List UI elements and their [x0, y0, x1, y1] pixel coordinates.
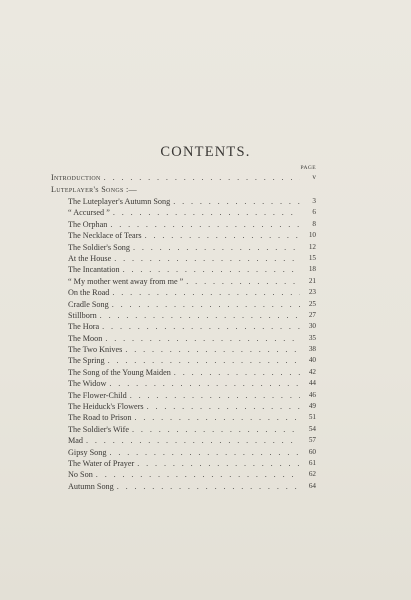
- contents-entry: [68, 333, 316, 344]
- entry-title: The Heiduck's Flowers: [68, 402, 144, 412]
- dot-leader: [122, 344, 300, 355]
- entry-page: 51: [308, 413, 316, 422]
- dot-leader: [109, 299, 300, 310]
- contents-entry: [68, 481, 316, 492]
- contents-entry: [68, 207, 316, 218]
- dot-leader: [134, 458, 300, 469]
- dot-leader: [97, 310, 300, 321]
- dot-leader: [106, 378, 300, 389]
- contents-entry: [68, 378, 316, 389]
- entry-title: Stillborn: [68, 310, 97, 320]
- entry-title: The Incantation: [68, 265, 120, 275]
- entry-page: 64: [308, 481, 316, 490]
- entry-title: The Moon: [68, 333, 103, 343]
- entry-page: 49: [308, 402, 316, 411]
- entry-page: 18: [308, 265, 316, 274]
- entry-title: “ Accursed ”: [68, 208, 110, 218]
- contents-entry: [68, 401, 316, 412]
- entry-title: The Soldier's Wife: [68, 424, 130, 434]
- entry-title: Mad: [68, 436, 84, 446]
- dot-leader: [144, 401, 300, 412]
- contents-entry: [68, 242, 316, 253]
- entry-page: 8: [312, 219, 316, 228]
- entry-title: The Orphan: [68, 219, 108, 229]
- entry-title: The Two Knives: [68, 345, 123, 355]
- entry-title: The Water of Prayer: [68, 458, 135, 468]
- dot-leader: [131, 412, 300, 423]
- entry-page: 44: [308, 379, 316, 388]
- dot-leader: [83, 435, 300, 446]
- entry-page: 46: [308, 390, 316, 399]
- dot-leader: [114, 481, 300, 492]
- contents-entry: [68, 447, 316, 458]
- dot-leader: [110, 207, 300, 218]
- entry-page: 61: [308, 458, 316, 467]
- entry-page: 15: [308, 253, 316, 262]
- dot-leader: [93, 469, 300, 480]
- entry-page: 12: [308, 242, 316, 251]
- entry-page: 35: [308, 333, 316, 342]
- entry-page: 23: [308, 288, 316, 297]
- entry-page: 54: [308, 424, 316, 433]
- dot-leader: [99, 321, 300, 332]
- dot-leader: [109, 287, 300, 298]
- entry-title: The Song of the Young Maiden: [68, 367, 171, 377]
- contents-entry: [68, 264, 316, 275]
- entry-title: The Luteplayer's Autumn Song: [68, 197, 171, 206]
- entry-page: 60: [308, 447, 316, 456]
- introduction-entry: [51, 172, 316, 183]
- contents-entry: [68, 412, 316, 423]
- dot-leader: [106, 447, 300, 458]
- entry-page: 6: [312, 208, 316, 217]
- dot-leader: [171, 367, 300, 378]
- entry-page: 3: [312, 197, 316, 205]
- entry-title: The Soldier's Song: [68, 242, 130, 252]
- introduction-label: Introduction: [51, 173, 101, 182]
- entry-page: 27: [308, 310, 316, 319]
- contents-entry: [68, 435, 316, 446]
- entry-page: 57: [308, 436, 316, 445]
- entry-title: The Flower-Child: [68, 390, 127, 400]
- contents-entry: [68, 253, 316, 264]
- page-title: CONTENTS.: [160, 144, 251, 160]
- contents-entry: [68, 219, 316, 230]
- entry-page: 38: [308, 345, 316, 354]
- introduction-page: v: [312, 173, 316, 181]
- entry-title: On the Road: [68, 288, 110, 298]
- contents-entry: [68, 344, 316, 355]
- contents-entry: [68, 390, 316, 401]
- entry-title: The Necklace of Tears: [68, 231, 142, 241]
- entry-title: The Road to Prison: [68, 413, 132, 423]
- contents-entry: [68, 287, 316, 298]
- dot-leader: [120, 264, 300, 275]
- entry-title: Gipsy Song: [68, 447, 107, 457]
- dot-leader: [105, 355, 300, 366]
- dot-leader: [101, 172, 300, 183]
- contents-entry: [68, 469, 316, 480]
- entry-page: 30: [308, 322, 316, 331]
- dot-leader: [170, 196, 300, 207]
- entry-title: Autumn Song: [68, 481, 114, 491]
- page-column-label: PAGE: [300, 165, 316, 171]
- contents-entry: [68, 458, 316, 469]
- entry-title: The Spring: [68, 356, 105, 366]
- entry-page: 10: [308, 231, 316, 240]
- contents-list: [68, 196, 316, 492]
- dot-leader: [142, 230, 300, 241]
- contents-entry: [68, 230, 316, 241]
- dot-leader: [111, 253, 300, 264]
- contents-entry: [68, 321, 316, 332]
- entry-title: The Hora: [68, 322, 100, 332]
- contents-entry: [68, 355, 316, 366]
- contents-entry: [68, 424, 316, 435]
- dot-leader: [130, 242, 300, 253]
- dot-leader: [127, 390, 300, 401]
- entry-page: 25: [308, 299, 316, 308]
- entry-title: “ My mother went away from me ”: [68, 276, 184, 286]
- contents-entry: [68, 276, 316, 287]
- dot-leader: [183, 276, 300, 287]
- contents-entry: [68, 196, 316, 207]
- entry-title: The Widow: [68, 379, 107, 389]
- contents-entry: [68, 367, 316, 378]
- section-heading: Luteplayer's Songs :—: [51, 185, 138, 194]
- dot-leader: [129, 424, 300, 435]
- contents-entry: [68, 299, 316, 310]
- contents-entry: [68, 310, 316, 321]
- dot-leader: [107, 219, 300, 230]
- entry-title: At the House: [68, 253, 112, 263]
- dot-leader: [102, 333, 300, 344]
- entry-title: Cradle Song: [68, 299, 109, 309]
- entry-page: 62: [308, 470, 316, 479]
- entry-page: 40: [308, 356, 316, 365]
- entry-title: No Son: [68, 470, 93, 480]
- entry-page: 21: [308, 276, 316, 285]
- entry-page: 42: [308, 367, 316, 376]
